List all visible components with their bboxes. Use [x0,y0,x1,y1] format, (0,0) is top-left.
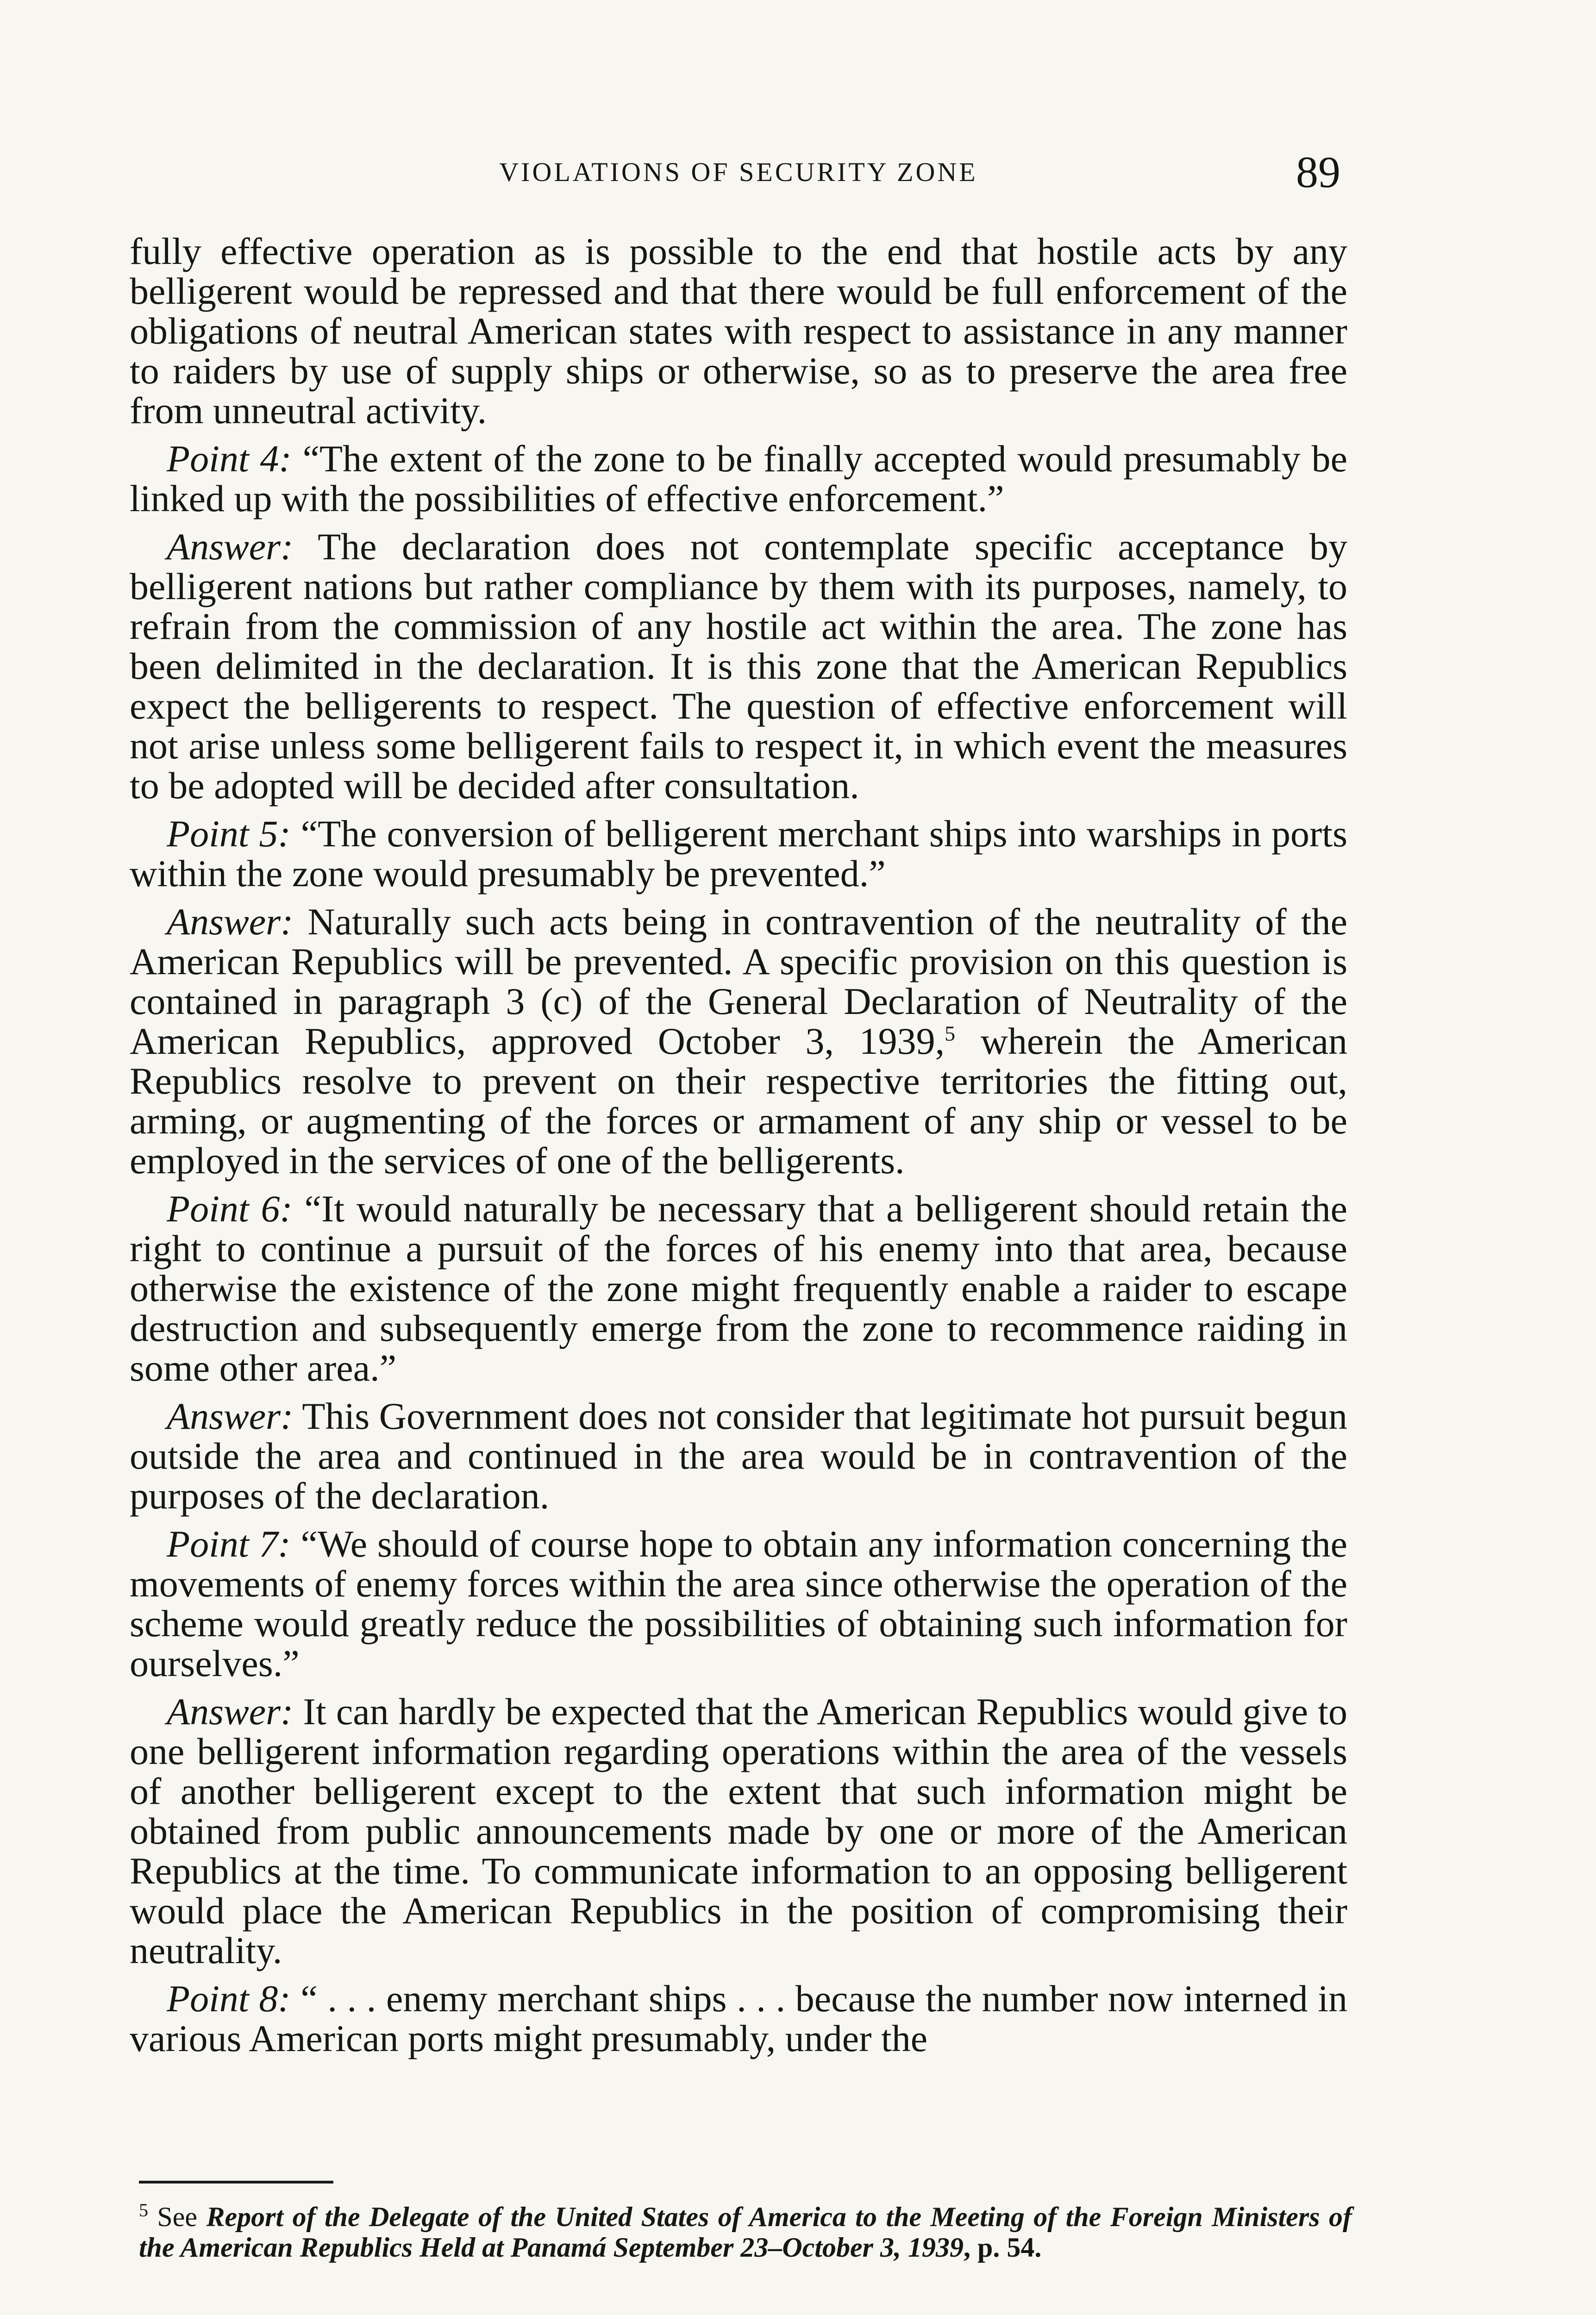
answer-label: Answer: [167,901,294,943]
paragraph-text: It can hardly be expected that the American Republics would give to one belligerent information regarding operations within the area of the vessels of another belligerent except to the extent that such information might be obtained from public announcements made by one or more of the American Republics at the time. To communicate information to an opposing belligerent would place the American Republics in the position of compromising their neutrality. [130,1690,1347,1971]
paragraph-answer-7 [130,1692,1347,1971]
paragraph-text: The declaration does not contemplate specific acceptance by belligerent nations but rather compliance by them with its purposes, namely, to refrain from the commission of any hostile act within the area. The zone has been delimited in the declaration. It is this zone that the American Republics expect the belligerents to respect. The question of effective enforcement will not arise unless some belligerent fails to respect it, in which event the measures to be adopted will be decided after consultation. [130,526,1347,807]
paragraph-text: This Government does not consider that legitimate hot pursuit begun outside the area and continued in the area would be in contravention of the purposes of the declaration. [130,1395,1347,1517]
paragraph-text: fully effective operation as is possible to the end that hostile acts by any belligerent would be repressed and that there would be full enforcement of the obligations of neutral American states with respect to assistance in any manner to raiders by use of supply ships or otherwise, so as to preserve the area free from unneutral activity. [130,230,1347,432]
paragraph-point-6 [130,1189,1347,1388]
point-label: Point 7: [167,1523,291,1565]
paragraph-continuation [130,232,1347,431]
body-text [130,232,1347,2067]
point-label: Point 4: [167,438,292,480]
paragraph-text: “ . . . enemy merchant ships . . . because the number now interned in various American ports might presumably, under the [130,1977,1348,2059]
footnote-citation-title: Report of the Delegate of the United States of America to the Meeting of the Foreign Ministers of the American Republics Held at Panamá September 23–October 3, 1939 [139,2202,1352,2263]
paragraph-text: “It would naturally be necessary that a belligerent should retain the right to continue a pursuit of the forces of his enemy into that area, because otherwise the existence of the zone might frequently enable a raider to escape destruction and subsequently emerge from the zone to recommence raiding in some other area.” [130,1188,1348,1389]
footnote-citation-page: , p. 54. [964,2232,1042,2263]
answer-label: Answer: [167,526,294,568]
paragraph-point-8 [130,1979,1347,2058]
answer-label: Answer: [167,1690,294,1733]
point-label: Point 5: [167,813,291,855]
point-label: Point 6: [167,1188,293,1230]
footnote-number: 5 [139,2200,148,2221]
paragraph-text: wherein the American Republics resolve to prevent on their respective territories the fitting out, arming, or augmenting of the forces or armament of any ship or vessel to be employed in the services of one of the belligerents. [130,1020,1347,1182]
paragraph-answer-5 [130,902,1347,1181]
footnote-reference[interactable]: 5 [945,1021,956,1045]
paragraph-answer-6 [130,1396,1347,1516]
running-head [137,147,1340,208]
paragraph-point-5 [130,814,1347,894]
point-label: Point 8: [167,1977,291,2020]
footnote-divider [139,2181,333,2184]
footnote-prefix: See [148,2202,207,2232]
answer-label: Answer: [167,1395,294,1437]
paragraph-point-4 [130,439,1347,519]
running-title: VIOLATIONS OF SECURITY ZONE [499,157,978,187]
paragraph-point-7 [130,1524,1347,1683]
paragraph-answer-4 [130,527,1347,806]
paragraph-text: Naturally such acts being in contravention of the neutrality of the American Republics will be prevented. A specific provision on this question is contained in paragraph 3 (c) of the General Declaration of Neutrality of the American Republics, approved October 3, 1939, [130,901,1347,1062]
footnote [139,2202,1352,2263]
paragraph-text: “We should of course hope to obtain any information concerning the movements of enemy forces within the area since otherwise the operation of the scheme would greatly reduce the possibilities of obtaining such information for ourselves.” [130,1523,1347,1684]
page-number: 89 [1296,147,1340,197]
paragraph-text: “The conversion of belligerent merchant ships into warships in ports within the zone would presumably be prevented.” [130,813,1347,895]
paragraph-text: “The extent of the zone to be finally accepted would presumably be linked up with the possibilities of effective enforcement.” [130,438,1347,519]
